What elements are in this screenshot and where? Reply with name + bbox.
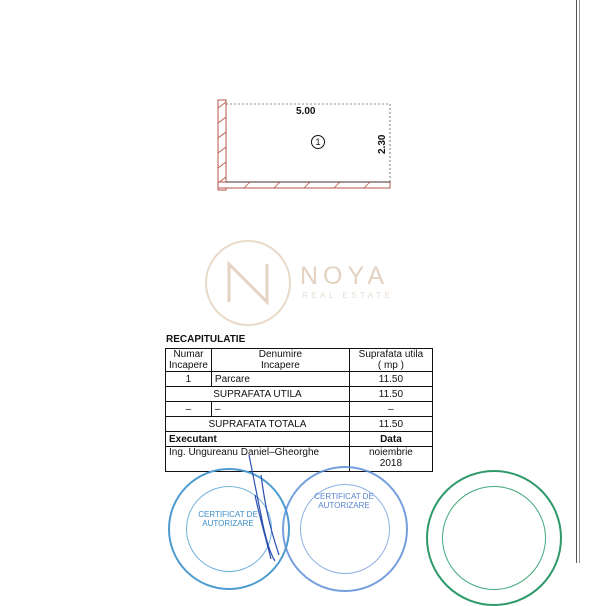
executant-name: Ing. Ungureanu Daniel–Gheorghe xyxy=(166,447,350,472)
watermark-brand-subtitle: REAL ESTATE xyxy=(302,291,394,300)
header-denumire xyxy=(211,349,349,372)
watermark-logo xyxy=(205,240,291,326)
row3-name: – xyxy=(211,402,349,417)
table-row xyxy=(166,402,433,417)
recap-table xyxy=(165,348,433,472)
header-numar-line1: Numar xyxy=(173,349,204,360)
table-row xyxy=(166,349,433,372)
row1-area: 11.50 xyxy=(349,372,432,387)
row2-area: 11.50 xyxy=(349,387,432,402)
stamp-left-text: CERTIFICAT DE AUTORIZARE xyxy=(198,510,258,528)
header-denumire-line1: Denumire xyxy=(258,349,303,360)
row1-name: Parcare xyxy=(211,372,349,387)
signature-icon xyxy=(245,455,285,563)
header-suprafata-line1: Suprafata utila xyxy=(358,349,424,360)
plan-height-dimension: 2.30 xyxy=(377,134,388,154)
page-edge-line-secondary xyxy=(579,0,580,563)
page-edge-line xyxy=(576,0,577,563)
recap-title: RECAPITULATIE xyxy=(166,334,246,345)
cadastre-office-stamp xyxy=(426,470,562,606)
date-year: 2018 xyxy=(379,458,403,469)
data-label: Data xyxy=(349,432,432,447)
row4-label: SUPRAFATA TOTALA xyxy=(166,417,350,432)
table-row xyxy=(166,432,433,447)
date-month: noiembrie xyxy=(368,447,413,458)
header-numar-line2: Incapere xyxy=(169,360,208,371)
table-row xyxy=(166,447,433,472)
row1-num: 1 xyxy=(166,372,212,387)
table-row xyxy=(166,387,433,402)
header-suprafata-line2: ( mp ) xyxy=(377,360,404,371)
plan-width-dimension: 5.00 xyxy=(296,106,316,117)
row4-area: 11.50 xyxy=(349,417,432,432)
authorization-stamp-right xyxy=(282,466,408,592)
executant-label: Executant xyxy=(166,432,350,447)
header-numar xyxy=(166,349,212,372)
header-suprafata xyxy=(349,349,432,372)
header-denumire-line2: Incapere xyxy=(260,360,300,371)
room-number-marker: 1 xyxy=(311,135,325,149)
table-row xyxy=(166,372,433,387)
stamp-right-text: CERTIFICAT DE AUTORIZARE xyxy=(314,492,374,510)
table-row xyxy=(166,417,433,432)
watermark-brand-name: NOYA xyxy=(300,262,389,290)
floor-plan xyxy=(214,98,404,198)
row3-num: – xyxy=(166,402,212,417)
watermark-n-mark-icon xyxy=(207,242,289,324)
row3-area: – xyxy=(349,402,432,417)
row2-label: SUPRAFATA UTILA xyxy=(166,387,350,402)
